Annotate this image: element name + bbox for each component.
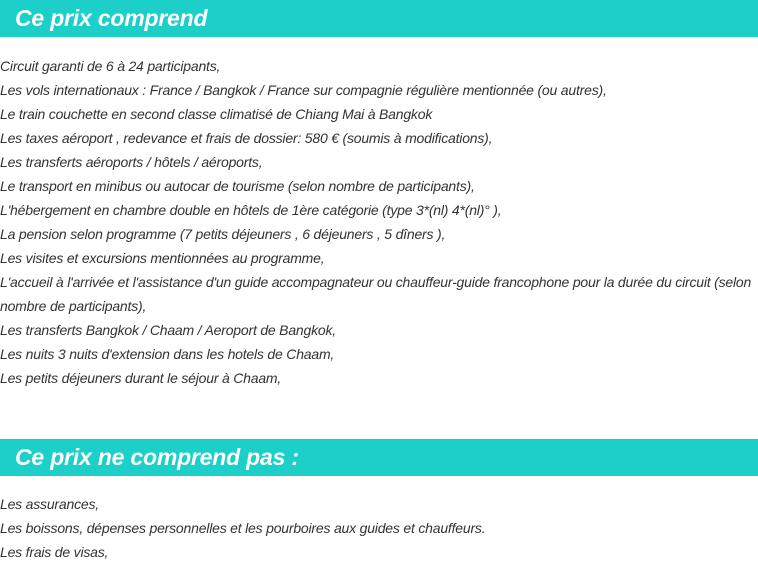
- includes-title: Ce prix comprend: [15, 5, 208, 31]
- list-item: Les boissons, dépenses personnelles et les pourboires aux guides et chauffeurs.: [0, 520, 486, 536]
- list-item: Les frais de visas,: [0, 544, 109, 560]
- list-item: Les transferts Bangkok / Chaam / Aeroport de Bangkok,: [0, 322, 336, 338]
- list-item: Les nuits 3 nuits d'extension dans les hotels de Chaam,: [0, 346, 335, 362]
- includes-list: [0, 54, 752, 390]
- list-item: L'accueil à l'arrivée et l'assistance d'un guide accompagnateur ou chauffeur-guide francophone pour la durée du circuit (selon nombre de participants),: [0, 274, 752, 314]
- list-item: Les assurances,: [0, 496, 99, 512]
- excludes-section-header: [0, 439, 758, 476]
- list-item: Circuit garanti de 6 à 24 participants,: [0, 58, 221, 74]
- list-item: Les visites et excursions mentionnées au programme,: [0, 250, 325, 266]
- list-item: Les transferts aéroports / hôtels / aéroports,: [0, 154, 263, 170]
- list-item: Les petits déjeuners durant le séjour à Chaam,: [0, 370, 282, 386]
- list-item: Les taxes aéroport , redevance et frais de dossier: 580 € (soumis à modifications),: [0, 130, 493, 146]
- list-item: Les vols internationaux : France / Bangkok / France sur compagnie régulière mentionnée (ou autres),: [0, 82, 607, 98]
- list-item: La pension selon programme (7 petits déjeuners , 6 déjeuners , 5 dîners ),: [0, 226, 446, 242]
- excludes-title: Ce prix ne comprend pas :: [15, 444, 299, 470]
- list-item: Le train couchette en second classe climatisé de Chiang Mai à Bangkok: [0, 106, 433, 122]
- includes-section-header: [0, 0, 758, 37]
- list-item: L'hébergement en chambre double en hôtels de 1ère catégorie (type 3*(nl) 4*(nl)° ),: [0, 202, 502, 218]
- excludes-list: [0, 492, 752, 564]
- list-item: Le transport en minibus ou autocar de tourisme (selon nombre de participants),: [0, 178, 475, 194]
